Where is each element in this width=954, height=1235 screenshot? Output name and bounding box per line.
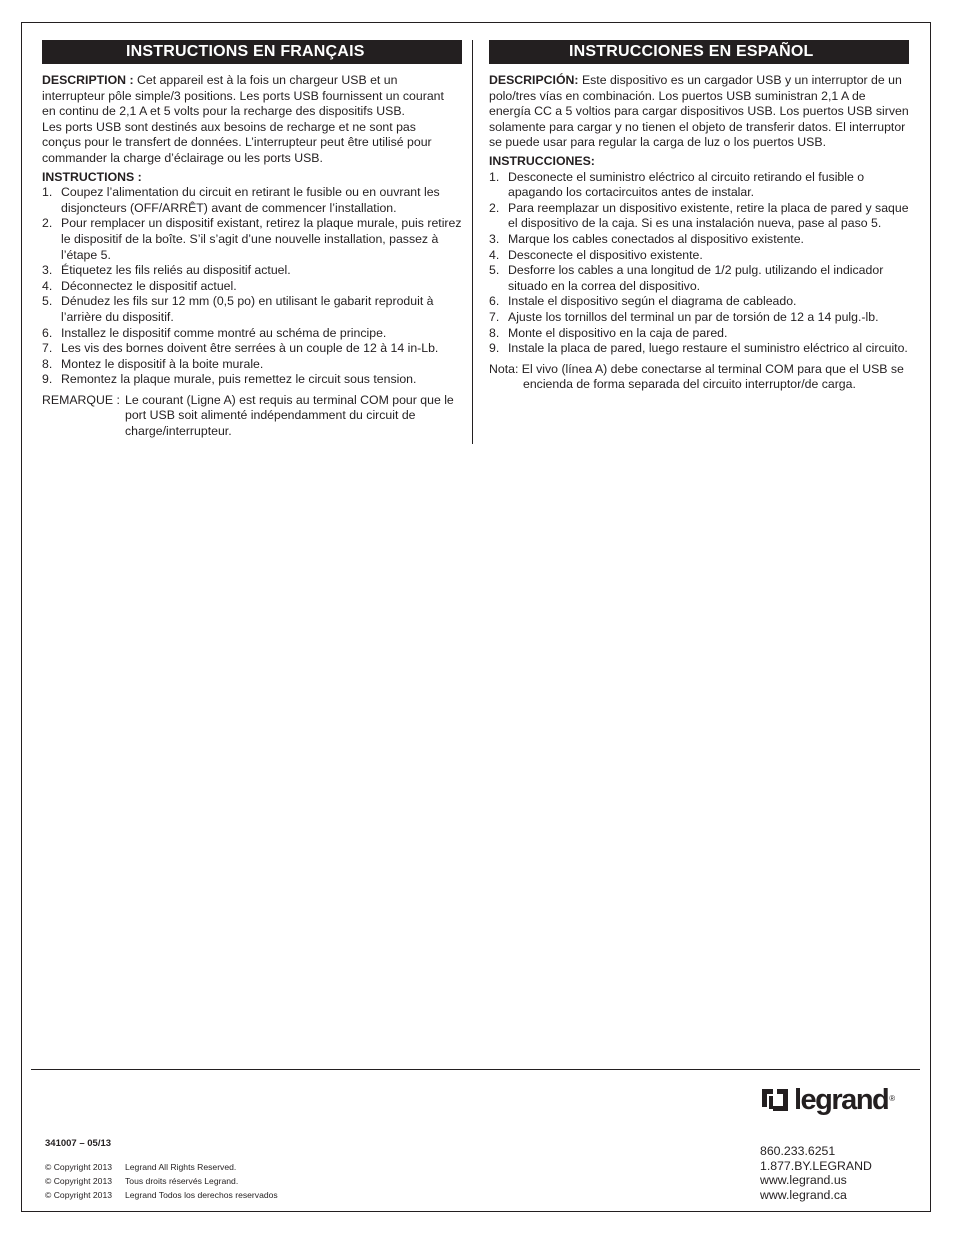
copyright-text: Tous droits réservés Legrand. [125, 1176, 239, 1186]
step-text: Montez le dispositif à la boite murale. [61, 356, 264, 371]
spanish-section [489, 40, 909, 393]
french-description-label: DESCRIPTION : [42, 73, 134, 87]
spanish-step [489, 232, 909, 248]
step-text: Installez le dispositif comme montré au schéma de principe. [61, 325, 387, 340]
step-text: Para reemplazar un dispositivo existente, retire la placa de pared y saque el dispositivo de la caja. Si es una instalación nueva, pase al paso 5. [508, 200, 909, 231]
spanish-step [489, 294, 909, 310]
french-step [42, 279, 462, 295]
document-code: 341007 – 05/13 [45, 1138, 112, 1149]
contact-website-ca[interactable]: www.legrand.ca [760, 1187, 847, 1202]
step-number: 9. [489, 341, 500, 356]
french-description-line: interrupteur pôle simple/3 positions. Les ports USB fournissent un courant [42, 88, 444, 103]
step-text: Dénudez les fils sur 12 mm (0,5 po) en utilisant le gabarit reproduit à l’arrière du dispositif. [61, 294, 434, 324]
spanish-step [489, 341, 909, 357]
french-steps-list [42, 185, 462, 388]
legrand-logo-mark-icon [760, 1087, 790, 1113]
french-step [42, 357, 462, 373]
spanish-note [489, 362, 909, 393]
copyright-text: Legrand All Rights Reserved. [125, 1162, 237, 1172]
spanish-description [489, 73, 909, 151]
contact-phone-alpha: 1.877.BY.LEGRAND [760, 1158, 872, 1173]
copyright-line [45, 1174, 278, 1188]
spanish-instructions-heading: INSTRUCCIONES: [489, 153, 595, 168]
french-description-line: conçus pour le transfert de données. L’interrupteur peut être utilisé pour [42, 135, 432, 150]
step-number: 6. [42, 325, 53, 340]
step-number: 7. [42, 341, 53, 356]
spanish-step [489, 170, 909, 201]
step-number: 2. [489, 200, 500, 215]
column-divider [472, 40, 473, 444]
spanish-header: INSTRUCCIONES EN ESPAÑOL [489, 40, 909, 64]
step-text: Coupez l’alimentation du circuit en retirant le fusible ou en ouvrant les disjoncteurs (OFF/ARRÊT) avant de commencer l’installation. [61, 185, 440, 215]
copyright-year: © Copyright 2013 [45, 1190, 113, 1200]
step-text: Instale el dispositivo según el diagrama de cableado. [508, 294, 797, 309]
french-note [42, 393, 462, 440]
step-number: 4. [489, 247, 500, 262]
spanish-note-text: Nota: El vivo (línea A) debe conectarse al terminal COM para que el USB se encienda de forma separada del circuito interruptor/de carga. [489, 361, 904, 392]
french-step [42, 294, 462, 325]
spanish-step [489, 248, 909, 264]
step-text: Instale la placa de pared, luego restaure el suministro eléctrico al circuito. [508, 341, 908, 356]
french-step [42, 185, 462, 216]
copyright-block [45, 1160, 278, 1202]
footer-divider [31, 1069, 920, 1070]
legrand-logo [760, 1082, 895, 1118]
step-number: 2. [42, 216, 53, 231]
step-number: 9. [42, 372, 53, 387]
registered-mark: ® [889, 1093, 896, 1103]
step-number: 4. [42, 278, 53, 293]
step-number: 8. [489, 325, 500, 340]
step-text: Déconnectez le dispositif actuel. [61, 278, 237, 293]
step-text: Ajuste los tornillos del terminal un par de torsión de 12 a 14 pulg.-lb. [508, 309, 879, 324]
copyright-year: © Copyright 2013 [45, 1162, 113, 1172]
french-step [42, 263, 462, 279]
french-instructions-heading: INSTRUCTIONS : [42, 169, 142, 184]
contact-website-us[interactable]: www.legrand.us [760, 1173, 847, 1188]
french-step [42, 372, 462, 388]
step-text: Desconecte el dispositivo existente. [508, 247, 703, 262]
step-text: Étiquetez les fils reliés au dispositif actuel. [61, 263, 291, 278]
step-text: Monte el dispositivo en la caja de pared. [508, 325, 728, 340]
step-number: 6. [489, 294, 500, 309]
french-description-line: Les ports USB sont destinés aux besoins de recharge et ne sont pas [42, 119, 416, 134]
step-number: 1. [489, 169, 500, 184]
french-description-line: Cet appareil est à la fois un chargeur USB et un [136, 73, 398, 87]
french-description-line: en continu de 2,1 A et 5 volts pour la recharge des dispositifs USB. [42, 104, 405, 119]
spanish-step [489, 326, 909, 342]
copyright-line [45, 1160, 278, 1174]
french-step [42, 341, 462, 357]
step-number: 5. [489, 263, 500, 278]
step-number: 3. [42, 263, 53, 278]
french-header: INSTRUCTIONS EN FRANÇAIS [42, 40, 462, 64]
step-number: 8. [42, 356, 53, 371]
step-text: Desconecte el suministro eléctrico al circuito retirando el fusible o apagando los cortacircuitos antes de instalar. [508, 169, 865, 200]
spanish-step [489, 201, 909, 232]
step-number: 7. [489, 309, 500, 324]
contact-phone: 860.233.6251 [760, 1144, 836, 1158]
copyright-year: © Copyright 2013 [45, 1176, 113, 1186]
step-number: 1. [42, 185, 53, 200]
step-number: 3. [489, 231, 500, 246]
copyright-text: Legrand Todos los derechos reservados [125, 1190, 278, 1200]
french-note-text: Le courant (Ligne A) est requis au terminal COM pour que le port USB soit alimenté indépendamment du circuit de charge/interrupteur. [125, 392, 454, 439]
step-text: Desforre los cables a una longitud de 1/2 pulg. utilizando el indicador situado en la correa del dispositivo. [508, 263, 884, 293]
step-text: Marque los cables conectados al dispositivo existente. [508, 231, 804, 246]
step-text: Les vis des bornes doivent être serrées à un couple de 12 à 14 in-Lb. [61, 341, 439, 356]
french-description-line: commander la charge d’éclairage ou les ports USB. [42, 150, 323, 165]
spanish-description-text: Este dispositivo es un cargador USB y un interruptor de un polo/tres vías en combinación. Los puertos USB suministran 2,1 A de energía CC a 5 voltios para cargar dispositivos USB. Los puertos USB sirven solamente para cargar y no tienen el objeto de transferir datos. El interruptor se puede usar para regular la carga de luz o los puertos USB. [489, 73, 909, 150]
step-text: Pour remplacer un dispositif existant, retirez la plaque murale, puis retirez le dispositif de la boîte. S’il s’agit d’une nouvelle installation, passez à l’étape 5. [61, 216, 462, 262]
french-step [42, 326, 462, 342]
french-description [42, 73, 462, 167]
step-text: Remontez la plaque murale, puis remettez le circuit sous tension. [61, 372, 417, 387]
french-section [42, 40, 462, 440]
step-number: 5. [42, 294, 53, 309]
spanish-description-label: DESCRIPCIÓN: [489, 73, 579, 87]
french-step [42, 216, 462, 263]
copyright-line [45, 1188, 278, 1202]
spanish-step [489, 263, 909, 294]
contact-block [760, 1144, 872, 1202]
legrand-logo-text: legrand [794, 1083, 889, 1116]
spanish-steps-list [489, 170, 909, 357]
spanish-step [489, 310, 909, 326]
french-note-label: REMARQUE : [42, 392, 120, 407]
